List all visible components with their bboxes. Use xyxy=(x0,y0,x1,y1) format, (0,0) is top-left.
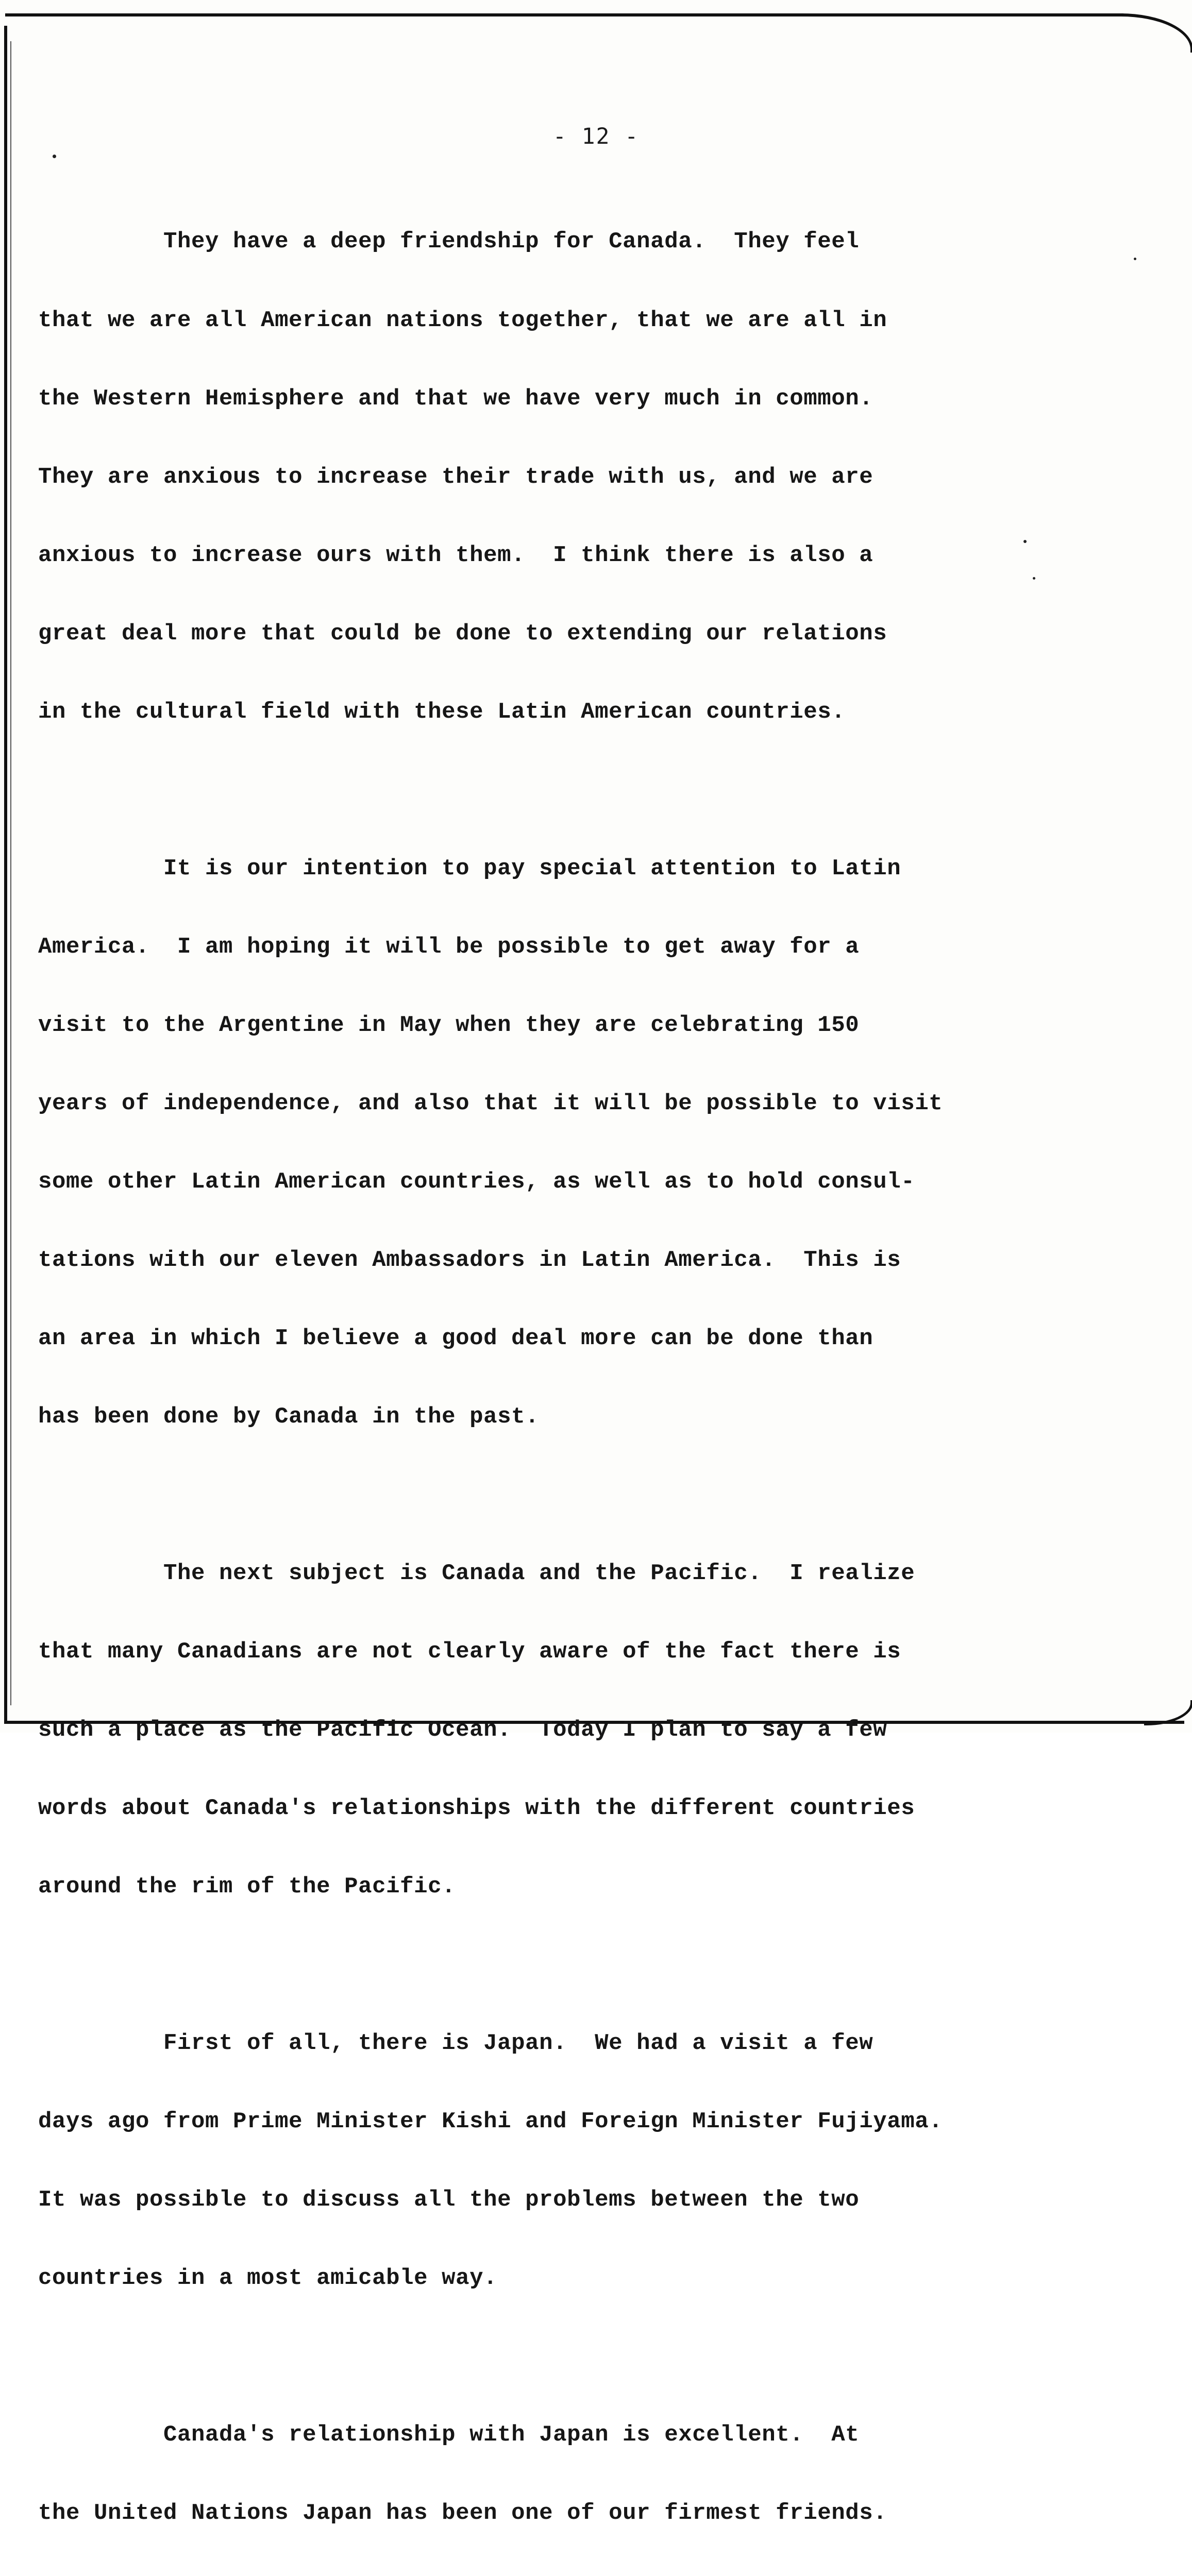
paragraph xyxy=(38,803,1136,1482)
text-line: that we are all American nations together, that we are all in xyxy=(38,307,887,333)
page-border-left-inner xyxy=(10,41,11,1705)
text-line: around the rim of the Pacific. xyxy=(38,1874,456,1900)
text-line: First of all, there is Japan. We had a visit a few xyxy=(38,2030,874,2056)
text-line: days ago from Prime Minister Kishi and Foreign Minister Fujiyama. xyxy=(38,2108,943,2134)
text-line: some other Latin American countries, as well as to hold consul- xyxy=(38,1169,915,1195)
text-line: such a place as the Pacific Ocean. Today I plan to say a few xyxy=(38,1717,887,1743)
text-line: the United Nations Japan has been one of our firmest friends. xyxy=(38,2500,887,2526)
text-line: They have a deep friendship for Canada. They feel xyxy=(38,229,860,255)
text-line: It is our intention to pay special attention to Latin xyxy=(38,855,901,882)
text-line: visit to the Argentine in May when they are celebrating 150 xyxy=(38,1012,860,1038)
text-line: great deal more that could be done to extending our relations xyxy=(38,620,887,647)
text-line: tations with our eleven Ambassadors in Latin America. This is xyxy=(38,1247,901,1274)
page-border-left xyxy=(4,26,7,1721)
text-line: has been done by Canada in the past. xyxy=(38,1404,540,1430)
page-border-corner-top-right xyxy=(1118,13,1192,53)
text-line: anxious to increase ours with them. I think there is also a xyxy=(38,542,874,568)
paragraph xyxy=(38,2369,1136,2576)
paragraph xyxy=(38,1508,1136,1952)
text-line: the Western Hemisphere and that we have very much in common. xyxy=(38,385,874,412)
text-line: America. I am hoping it will be possible to get away for a xyxy=(38,934,860,960)
page-border-top xyxy=(5,13,1123,16)
text-line: countries in a most amicable way. xyxy=(38,2265,498,2292)
text-line: They are anxious to increase their trade with us, and we are xyxy=(38,464,874,490)
text-line: years of independence, and also that it will be possible to visit xyxy=(38,1090,943,1116)
page-number: - 12 - xyxy=(552,124,640,149)
text-line: The next subject is Canada and the Pacific. I realize xyxy=(38,1560,915,1586)
text-line: Canada's relationship with Japan is excellent. At xyxy=(38,2421,860,2448)
text-line: words about Canada's relationships with the different countries xyxy=(38,1795,915,1822)
speck-mark xyxy=(53,155,56,158)
document-body xyxy=(38,177,1136,2576)
paragraph xyxy=(38,177,1136,777)
text-line: in the cultural field with these Latin American countries. xyxy=(38,699,846,725)
text-line: an area in which I believe a good deal more can be done than xyxy=(38,1326,874,1352)
paragraph xyxy=(38,1978,1136,2344)
text-line: that many Canadians are not clearly aware of the fact there is xyxy=(38,1638,901,1665)
text-line: It was possible to discuss all the problems between the two xyxy=(38,2187,860,2213)
page-border-corner-bottom-right xyxy=(1144,1700,1192,1725)
